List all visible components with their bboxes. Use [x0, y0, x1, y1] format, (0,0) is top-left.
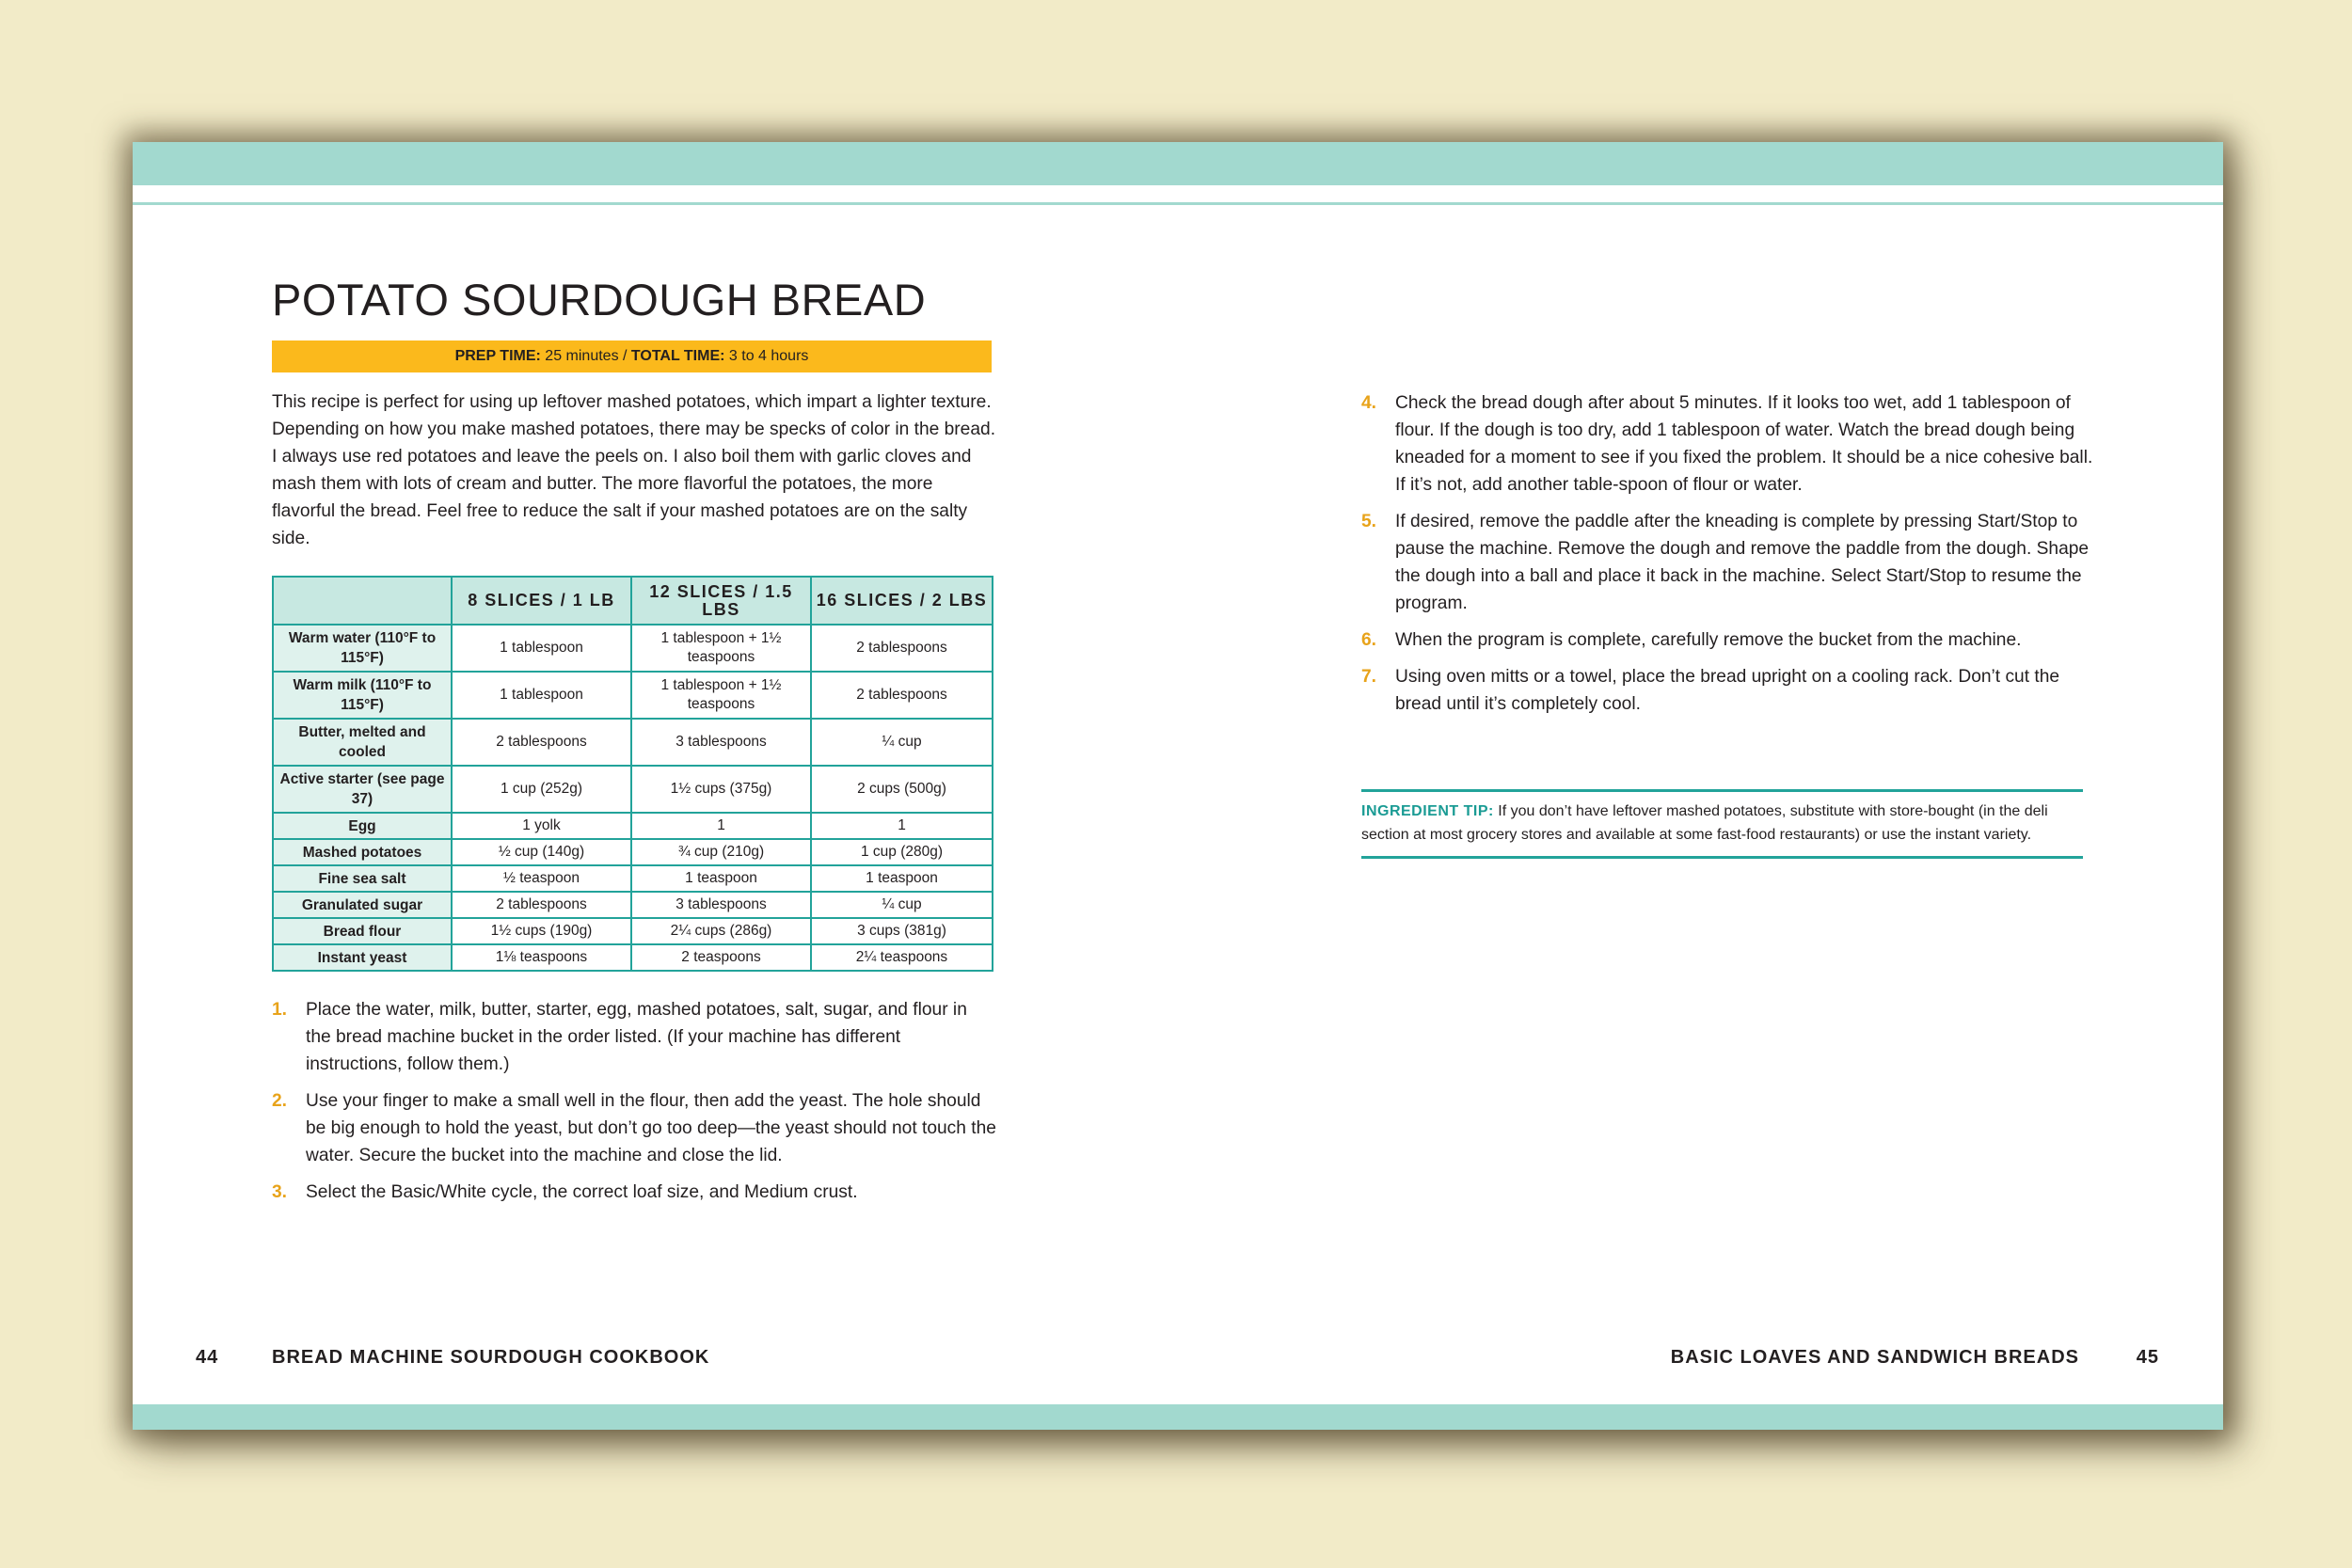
amount-cell: 2 tablespoons: [452, 892, 631, 918]
amount-cell: 1 tablespoon + 1½ teaspoons: [631, 672, 811, 719]
step-text: Place the water, milk, butter, starter, egg, mashed potatoes, salt, sugar, and flour in the bread machine bucket in the order listed. (If your machine has different instructions, follow them.): [306, 1000, 967, 1074]
table-header-cell: [273, 577, 452, 625]
step-item: [1361, 508, 2095, 617]
bottom-color-band: [133, 1404, 2223, 1430]
step-number: 3.: [272, 1182, 288, 1202]
amount-cell: ½ cup (140g): [452, 839, 631, 865]
amount-cell: 1 cup (252g): [452, 766, 631, 813]
step-text: Using oven mitts or a towel, place the bread upright on a cooling rack. Don’t cut the bread until it’s completely cool.: [1395, 667, 2060, 714]
amount-cell: 2 tablespoons: [811, 625, 993, 672]
step-text: When the program is complete, carefully remove the bucket from the machine.: [1395, 630, 2022, 650]
table-header-cell: 12 SLICES / 1.5 LBS: [631, 577, 811, 625]
step-text: Use your finger to make a small well in the flour, then add the yeast. The hole should be big enough to hold the yeast, but don’t go too deep—the yeast should not touch the water. Secure the bucket into the machine and close the lid.: [306, 1091, 996, 1165]
table-row: [273, 918, 993, 944]
top-rule-line: [133, 202, 2223, 205]
ingredient-name-cell: Granulated sugar: [273, 892, 452, 918]
recipe-intro: This recipe is perfect for using up leftover mashed potatoes, which impart a lighter texture. Depending on how you make mashed potatoes, there may be specks of color in the bread. I always use red potatoes and leave the peels on. I also boil them with garlic cloves and mash them with lots of cream and butter. The more flavorful the potatoes, the more flavorful the bread. Feel free to reduce the salt if your mashed potatoes are on the salty side.: [272, 392, 996, 548]
footer-chapter-title: BASIC LOAVES AND SANDWICH BREADS: [1670, 1347, 2079, 1368]
amount-cell: ¾ cup (210g): [631, 839, 811, 865]
prep-time-label: PREP TIME:: [454, 348, 541, 364]
amount-cell: 1 teaspoon: [631, 865, 811, 892]
step-item: [272, 1087, 996, 1169]
step-item: [1361, 663, 2095, 718]
amount-cell: ½ teaspoon: [452, 865, 631, 892]
amount-cell: 1 yolk: [452, 813, 631, 839]
table-row: [273, 839, 993, 865]
table-row: [273, 813, 993, 839]
step-text: Check the bread dough after about 5 minutes. If it looks too wet, add 1 tablespoon of flour. If the dough is too dry, add 1 tablespoon of water. Watch the bread dough being kneaded for a moment to see if you fixed the problem. It should be a nice cohesive ball. If it’s not, add another table-spoon of flour or water.: [1395, 393, 2093, 495]
amount-cell: 1½ cups (375g): [631, 766, 811, 813]
ingredient-name-cell: Butter, melted and cooled: [273, 719, 452, 766]
table-header-cell: 8 SLICES / 1 LB: [452, 577, 631, 625]
amount-cell: 1⅛ teaspoons: [452, 944, 631, 971]
table-row: [273, 766, 993, 813]
amount-cell: 1: [811, 813, 993, 839]
amount-cell: 1 tablespoon: [452, 625, 631, 672]
steps-list-right: [1361, 389, 2095, 727]
recipe-title: POTATO SOURDOUGH BREAD: [272, 275, 927, 325]
amount-cell: ¼ cup: [811, 892, 993, 918]
ingredient-table: [272, 576, 993, 972]
ingredient-name-cell: Fine sea salt: [273, 865, 452, 892]
step-item: [272, 1179, 996, 1206]
ingredient-tip-text: If you don’t have leftover mashed potatoes, substitute with store-bought (in the deli section at most grocery stores and available at some fast-food restaurants) or use the instant variety.: [1361, 803, 2048, 843]
amount-cell: 3 cups (381g): [811, 918, 993, 944]
step-text: If desired, remove the paddle after the kneading is complete by pressing Start/Stop to pause the machine. Remove the dough and remove the paddle from the dough. Shape the dough into a ball and place it back in the machine. Select Start/Stop to resume the program.: [1395, 512, 2090, 613]
table-row: [273, 944, 993, 971]
ingredient-name-cell: Active starter (see page 37): [273, 766, 452, 813]
amount-cell: 1 tablespoon + 1½ teaspoons: [631, 625, 811, 672]
amount-cell: 3 tablespoons: [631, 719, 811, 766]
step-number: 5.: [1361, 512, 1377, 531]
amount-cell: 1 tablespoon: [452, 672, 631, 719]
table-row: [273, 892, 993, 918]
top-color-band: [133, 142, 2223, 185]
table-row: [273, 625, 993, 672]
prep-time-bar: [272, 341, 992, 372]
amount-cell: 3 tablespoons: [631, 892, 811, 918]
steps-list-left: [272, 996, 996, 1215]
amount-cell: 2 cups (500g): [811, 766, 993, 813]
total-time-value: 3 to 4 hours: [724, 348, 809, 364]
ingredient-name-cell: Mashed potatoes: [273, 839, 452, 865]
step-number: 2.: [272, 1091, 288, 1111]
amount-cell: 2¼ cups (286g): [631, 918, 811, 944]
book-spread: [133, 142, 2223, 1430]
step-item: [1361, 626, 2095, 654]
ingredient-tip-label: INGREDIENT TIP:: [1361, 803, 1494, 819]
amount-cell: 2¼ teaspoons: [811, 944, 993, 971]
step-number: 7.: [1361, 667, 1377, 687]
step-number: 4.: [1361, 393, 1377, 413]
amount-cell: 1 cup (280g): [811, 839, 993, 865]
amount-cell: 1: [631, 813, 811, 839]
ingredient-name-cell: Warm water (110°F to 115°F): [273, 625, 452, 672]
table-header-cell: 16 SLICES / 2 LBS: [811, 577, 993, 625]
table-row: [273, 865, 993, 892]
step-item: [272, 996, 996, 1078]
total-time-label: TOTAL TIME:: [630, 348, 725, 364]
table-row: [273, 672, 993, 719]
ingredient-tip-box: [1361, 789, 2083, 859]
footer-book-title: BREAD MACHINE SOURDOUGH COOKBOOK: [272, 1347, 710, 1368]
table-header-row: [273, 577, 993, 625]
amount-cell: 2 teaspoons: [631, 944, 811, 971]
footer-page-number-right: 45: [2136, 1347, 2159, 1368]
amount-cell: 2 tablespoons: [811, 672, 993, 719]
step-number: 1.: [272, 1000, 288, 1020]
amount-cell: 1½ cups (190g): [452, 918, 631, 944]
table-row: [273, 719, 993, 766]
prep-time-value: 25 minutes /: [540, 348, 631, 364]
step-number: 6.: [1361, 630, 1377, 650]
amount-cell: 2 tablespoons: [452, 719, 631, 766]
ingredient-name-cell: Instant yeast: [273, 944, 452, 971]
ingredient-name-cell: Bread flour: [273, 918, 452, 944]
footer-page-number-left: 44: [196, 1347, 219, 1368]
ingredient-name-cell: Warm milk (110°F to 115°F): [273, 672, 452, 719]
step-item: [1361, 389, 2095, 499]
amount-cell: 1 teaspoon: [811, 865, 993, 892]
ingredient-name-cell: Egg: [273, 813, 452, 839]
step-text: Select the Basic/White cycle, the correct loaf size, and Medium crust.: [306, 1182, 858, 1202]
amount-cell: ¼ cup: [811, 719, 993, 766]
